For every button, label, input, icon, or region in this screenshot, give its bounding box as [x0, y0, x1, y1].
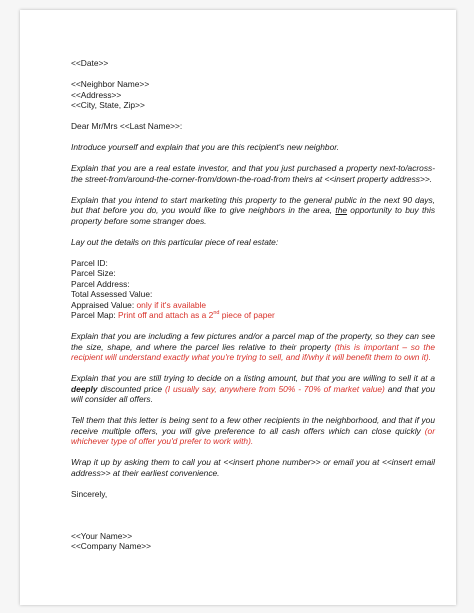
parcel-map-note-sup: nd [213, 310, 220, 317]
property-details [71, 258, 435, 321]
letter-page [20, 10, 456, 605]
paragraph-price-bold: deeply [71, 383, 98, 394]
paragraph-price-text-b: discounted price [100, 383, 163, 394]
parcel-map-note-b: piece of paper [221, 310, 275, 320]
paragraph-marketing-text-a: Explain that you intend to start marketing this property to the general public in the next 90 days, but that before you do, you would like to give neighbors in the area, [71, 194, 435, 215]
salutation: Dear Mr/Mrs <<Last Name>>: [71, 121, 183, 131]
detail-parcel-size: Parcel Size: [71, 268, 116, 278]
paragraph-price [71, 373, 435, 405]
recipient-city-state-zip: <<City, State, Zip>> [71, 100, 145, 110]
date-field: <<Date>> [71, 58, 109, 68]
detail-parcel-id: Parcel ID: [71, 257, 108, 268]
parcel-map-label: Parcel Map: [71, 310, 116, 320]
paragraph-pictures [71, 331, 435, 363]
letter-body [71, 58, 435, 552]
paragraph-offers [71, 415, 435, 447]
paragraph-price-note: (I usually say, anywhere from 50% - 70% of market value) [164, 383, 385, 394]
closing: Sincerely, [71, 488, 108, 499]
paragraph-marketing-text-b: opportunity to buy this property before some stranger does. [71, 205, 436, 226]
appraised-note: only if it's available [136, 299, 207, 310]
paragraph-marketing-underlined: the [335, 205, 348, 215]
paragraph-introduce: Introduce yourself and explain that you are this recipient's new neighbor. [71, 142, 340, 152]
signature-block [71, 531, 435, 552]
recipient-block [71, 79, 435, 111]
detail-parcel-address: Parcel Address: [71, 278, 130, 289]
paragraph-offers-note: (or whichever type of offer you'd prefer to work with). [71, 425, 436, 446]
paragraph-pictures-note: (this is important – so the recipient will understand exactly what you're trying to sell, and if/why it will benefit them to own it). [71, 341, 436, 362]
company-name: <<Company Name>> [71, 541, 152, 551]
recipient-address: <<Address>> [71, 89, 122, 100]
paragraph-marketing [71, 195, 435, 227]
your-name: <<Your Name>> [71, 530, 133, 541]
paragraph-pictures-text: Explain that you are including a few pictures and/or a parcel map of the property, so they can see the size, shape, and where the parcel lies relative to their property [71, 331, 435, 352]
detail-parcel-map [71, 310, 435, 321]
paragraph-wrap-up: Wrap it up by asking them to call you at <<insert phone number>> or email you at <<insert email address>> at their earliest convenience. [71, 457, 435, 478]
parcel-map-note-a: Print off and attach as a 2 [118, 310, 214, 320]
detail-total-assessed: Total Assessed Value: [71, 289, 153, 299]
paragraph-offers-text: Tell them that this letter is being sent to a few other recipients in the neighborhood, and that if you receive multiple offers, you will give preference to all cash offers which can close quickly [71, 415, 435, 436]
paragraph-price-text-a: Explain that you are still trying to decide on a listing amount, but that you are willing to sell it at a [71, 373, 435, 383]
paragraph-price-text-c: and that you will consider all offers. [71, 383, 435, 404]
detail-appraised [71, 300, 435, 311]
appraised-label: Appraised Value: [71, 299, 135, 310]
parcel-map-note [118, 310, 275, 320]
paragraph-details-intro: Lay out the details on this particular piece of real estate: [71, 236, 279, 247]
recipient-name: <<Neighbor Name>> [71, 79, 150, 89]
paragraph-investor: Explain that you are a real estate investor, and that you just purchased a property next-to/across-the street-from/around-the-corner-from/down-the-road-from theirs at <<insert property address>>. [71, 163, 435, 184]
